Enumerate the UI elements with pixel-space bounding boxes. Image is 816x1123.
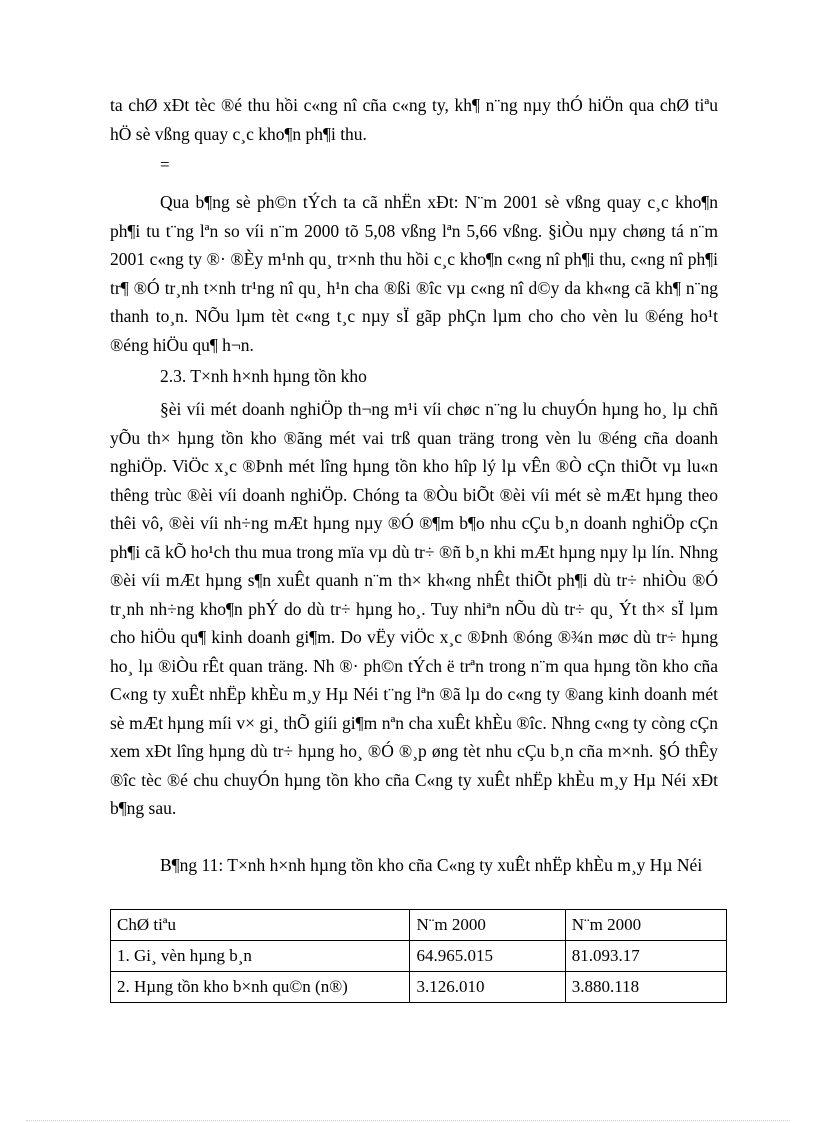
- table-row: [111, 972, 727, 1003]
- paragraph-inventory: §èi víi mét doanh nghiÖp th¬ng m¹i víi chøc n¨ng lu chuyÓn hµng ho¸ lµ chñ yÕu th× hµng tồn kho ®ãng mét vai trß quan träng trong vèn lu ®éng cña doanh nghiÖp. ViÖc x¸c ®Þnh mét lîng hµng tồn kho hîp lý lµ vÊn ®Ò cÇn thiÕt vµ lu«n thêng trùc ®èi víi doanh nghiÖp. Chóng ta ®Òu biÕt ®èi víi mét sè mÆt hµng theo thêi vô, ®èi víi nh÷ng mÆt hµng nµy ®Ó ®¶m b¶o nhu cÇu b¸n doanh nghiÖp cÇn ph¶i cã kÕ ho¹ch thu mua trong mïa vµ dù tr÷ ®ñ b¸n khi mÆt hµng nµy lµ lín. Nhng ®èi víi mÆt hµng s¶n xuÊt quanh n¨m th× kh«ng nhÊt thiÕt ph¶i dù tr÷ nhiÒu ®Ó tr¸nh nh÷ng kho¶n phÝ do dù tr÷ hµng ho¸. Tuy nhiªn nÕu dù tr÷ qu¸ Ýt th× sÏ lµm cho hiÖu qu¶ kinh doanh gi¶m. Do vËy viÖc x¸c ®Þnh ®óng ®¾n møc dù tr÷ hµng ho¸ lµ ®iÒu rÊt quan träng. Nh ®· ph©n tÝch ë trªn trong n¨m qua hµng tồn kho cña C«ng ty xuÊt nhËp khÈu m¸y Hµ Néi t¨ng lªn ®ã lµ do c«ng ty ®ang kinh doanh mét sè mÆt hµng míi v× gi¸ thÕ giíi gi¶m nªn cha xuÊt khÈu ®îc. Nhng c«ng ty còng cÇn xem xÐt lîng hµng dù tr÷ hµng ho¸ ®Ó ®¸p øng tèt nhu cÇu b¸n cña m×nh. §Ó thÊy ®îc tèc ®é chu chuyÓn hµng tồn kho cña C«ng ty xuÊt nhËp khÈu m¸y Hµ Néi xÐt b¶ng sau.: [110, 399, 718, 818]
- table-header-cell: N¨m 2000: [565, 910, 726, 941]
- table-header-row: [111, 910, 727, 941]
- table-cell: 3.126.010: [410, 972, 565, 1003]
- section-heading: 2.3. T×nh h×nh hµng tồn kho: [160, 366, 367, 386]
- table-header-cell: N¨m 2000: [410, 910, 565, 941]
- formula-placeholder: =: [160, 155, 170, 174]
- table-row: [111, 941, 727, 972]
- page-bottom-divider: [26, 1120, 790, 1121]
- table-header-cell: ChØ tiªu: [111, 910, 410, 941]
- paragraph-analysis: Qua b¶ng sè ph©n tÝch ta cã nhËn xÐt: N¨m 2001 sè vßng quay c¸c kho¶n ph¶i tu t¨ng lªn so víi n¨m 2000 tõ 5,08 vßng lªn 5,66 vßng. §iÒu nµy chøng tá n¨m 2001 c«ng ty ®· ®Èy m¹nh qu¸ tr×nh thu hồi c¸c kho¶n c«ng nî ph¶i thu, c«ng nî ph¶i tr¶ ®Ó tr¸nh t×nh tr¹ng nî qu¸ h¹n cha ®ßi ®îc vµ c«ng nî d©y da kh«ng cã kh¶ n¨ng thanh to¸n. NÕu lµm tèt c«ng t¸c nµy sÏ gãp phÇn lµm cho cho vèn lu ®éng ho¹t ®éng hiÖu qu¶ h¬n.: [110, 192, 718, 355]
- paragraph-receivables-intro: ta chØ xÐt tèc ®é thu hồi c«ng nî cña c«ng ty, kh¶ n¨ng nµy thÓ hiÖn qua chØ tiªu hÖ sè vßng quay c¸c kho¶n ph¶i thu.: [110, 95, 718, 144]
- table-cell: 64.965.015: [410, 941, 565, 972]
- table-cell: 81.093.17: [565, 941, 726, 972]
- inventory-table: [110, 909, 727, 1003]
- table-cell: 2. Hµng tồn kho b×nh qu©n (n®): [111, 972, 410, 1003]
- table-cell: 1. Gi¸ vèn hµng b¸n: [111, 941, 410, 972]
- table-caption: B¶ng 11: T×nh h×nh hµng tồn kho cña C«ng ty xuÊt nhËp khÈu m¸y Hµ Néi: [160, 855, 703, 875]
- table-cell: 3.880.118: [565, 972, 726, 1003]
